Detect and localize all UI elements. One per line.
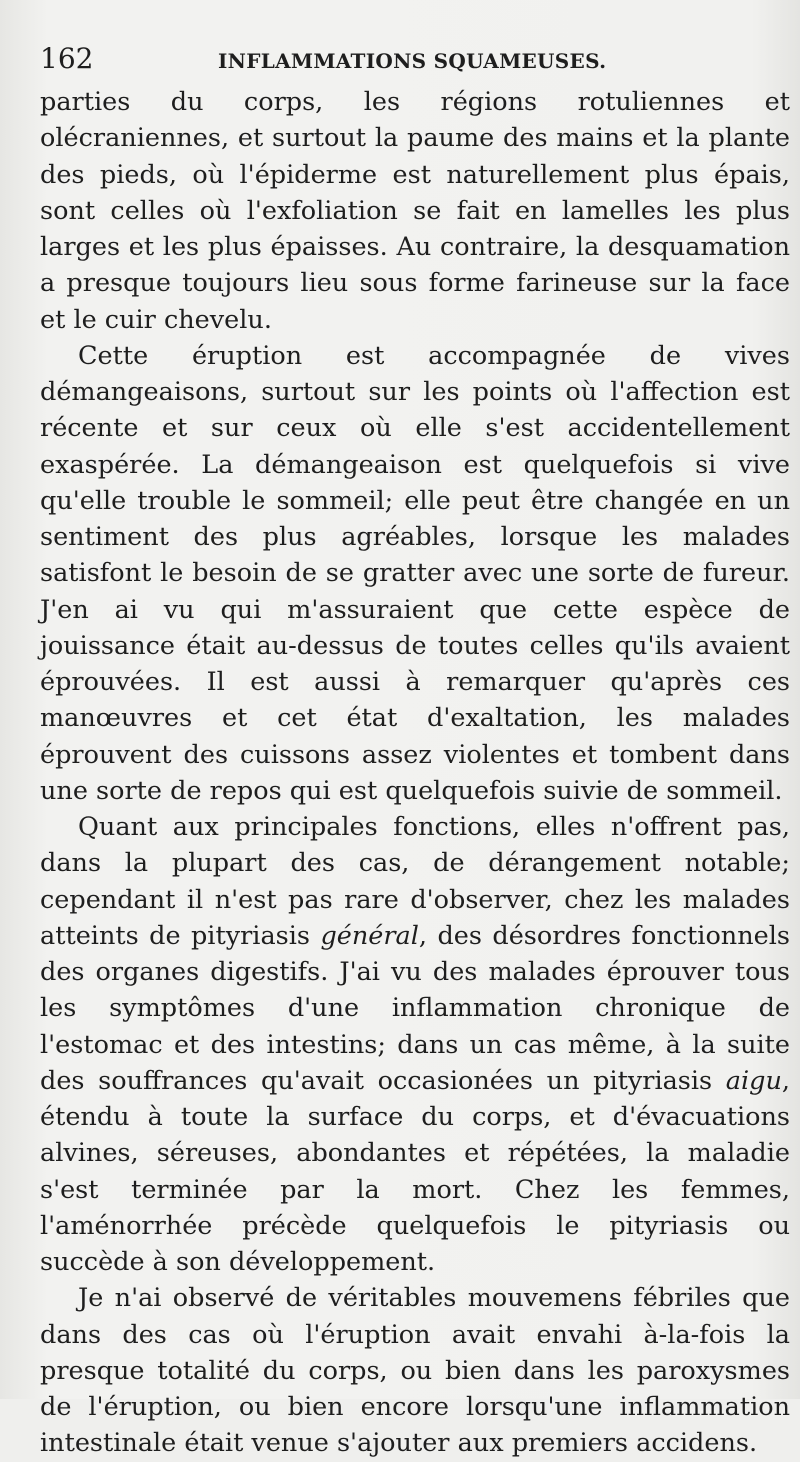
running-title: INFLAMMATIONS SQUAMEUSES. xyxy=(218,49,607,73)
paragraph-eruption xyxy=(40,338,790,809)
paragraph-text: , étendu à toute la surface du corps, et d'évacuations alvines, séreuses, abondantes et répétées, la maladie s'est terminée par la mort. Chez les femmes, l'aménorrhée précède quelquefois le pityriasis ou succède à son développement. xyxy=(40,1065,790,1277)
page-body xyxy=(40,84,790,1462)
paragraph-text: Cette éruption est accompagnée de vives démangeaisons, surtout sur les points où l'affection est récente et sur ceux où elle s'est accidentellement exaspérée. La démangeaison est quelquefois si vive qu'elle trouble le sommeil; elle peut être changée en un sentiment des plus agréables, lorsque les malades satisfont le besoin de se gratter avec une sorte de fureur. J'en ai vu qui m'assuraient que cette espèce de jouissance était au-dessus de toutes celles qu'ils avaient éprouvées. Il est aussi à remarquer qu'après ces manœuvres et cet état d'exaltation, les malades éprouvent des cuissons assez violentes et tombent dans une sorte de repos qui est quelquefois suivie de sommeil. xyxy=(40,340,790,806)
italic-term: aigu xyxy=(725,1065,782,1096)
page-header xyxy=(40,40,790,80)
paragraph-text: , des désordres fonctionnels des organes digestifs. J'ai vu des malades éprouver tous les symptômes d'une inflammation chronique de l'estomac et des intestins; dans un cas même, à la suite des souffrances qu'avait occasionées un pityriasis xyxy=(40,920,790,1096)
paragraph-text: Quant aux principales fonctions, elles n'offrent pas, dans la plupart des cas, de dérangement notable; cependant il n'est pas rare d'observer, chez les malades atteints de pityriasis xyxy=(40,812,790,951)
italic-term: général xyxy=(320,920,419,951)
paragraph-fever xyxy=(40,1280,790,1461)
paragraph-functions xyxy=(40,809,790,1280)
paragraph-text: parties du corps, les régions rotuliennes et olécraniennes, et surtout la paume des mains et la plante des pieds, où l'épiderme est naturellement plus épais, sont celles où l'exfoliation se fait en lamelles les plus larges et les plus épaisses. Au contraire, la desquamation a presque toujours lieu sous forme farineuse sur la face et le cuir chevelu. xyxy=(40,87,790,335)
page-number: 162 xyxy=(40,42,94,75)
paragraph-text: Je n'ai observé de véritables mouvemens fébriles que dans des cas où l'éruption avait envahi à-la-fois la presque totalité du corps, ou bien dans les paroxysmes de l'éruption, ou bien encore lorsqu'une inflammation intestinale était venue s'ajouter aux premiers accidens. xyxy=(40,1283,790,1459)
paragraph-continuation xyxy=(40,84,790,338)
